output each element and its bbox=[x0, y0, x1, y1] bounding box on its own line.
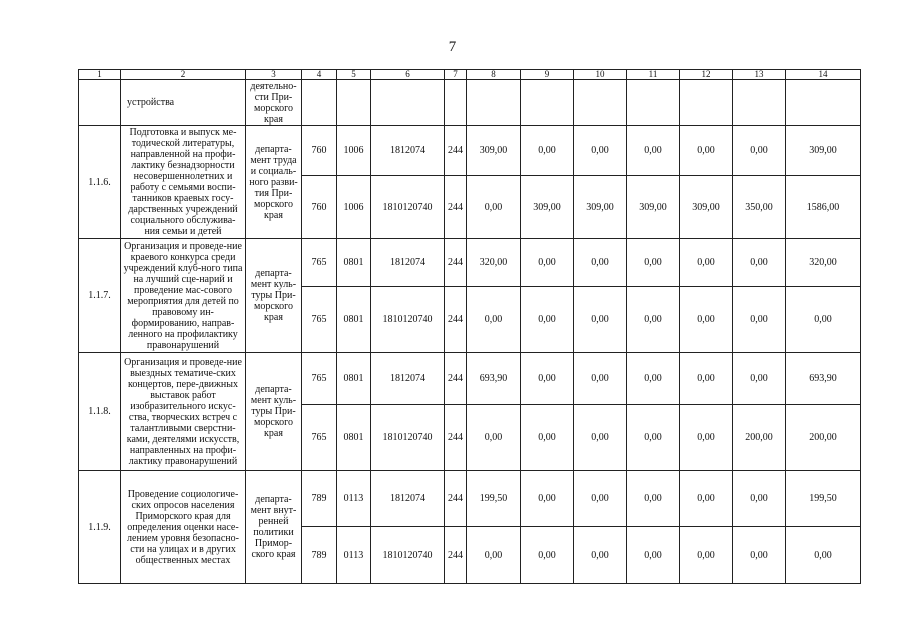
column-number: 12 bbox=[680, 70, 733, 80]
value-cell: 0,00 bbox=[574, 471, 627, 527]
item-executor: департа-мент труда и социаль-ного разви-тия При-морского края bbox=[246, 126, 302, 239]
column-number: 5 bbox=[337, 70, 371, 80]
item-executor: департа-мент куль-туры При-морского края bbox=[246, 239, 302, 353]
column-number: 7 bbox=[445, 70, 467, 80]
value-cell: 0,00 bbox=[627, 126, 680, 176]
value-cell: 0,00 bbox=[680, 471, 733, 527]
value-cell: 0,00 bbox=[733, 239, 786, 287]
continuation-executor: деятельно-сти При-морского края bbox=[246, 80, 302, 126]
total-cell: 309,00 bbox=[786, 126, 861, 176]
value-cell: 0,00 bbox=[521, 405, 574, 471]
value-cell: 0,00 bbox=[627, 527, 680, 584]
value-cell: 0,00 bbox=[521, 126, 574, 176]
value-cell: 0,00 bbox=[680, 287, 733, 353]
value-cell bbox=[467, 80, 521, 126]
column-number: 9 bbox=[521, 70, 574, 80]
value-cell: 0,00 bbox=[627, 239, 680, 287]
value-cell: 0,00 bbox=[521, 239, 574, 287]
value-cell bbox=[733, 80, 786, 126]
table-row bbox=[79, 126, 861, 176]
page-number: 7 bbox=[448, 39, 457, 55]
vr-cell: 244 bbox=[445, 405, 467, 471]
table-row bbox=[79, 471, 861, 527]
value-cell: 0,00 bbox=[733, 287, 786, 353]
value-cell: 0,00 bbox=[521, 353, 574, 405]
value-cell: 199,50 bbox=[467, 471, 521, 527]
rz-cell bbox=[337, 80, 371, 126]
item-number: 1.1.6. bbox=[79, 126, 121, 239]
total-cell: 693,90 bbox=[786, 353, 861, 405]
item-description: Организация и проведе-ние выездных тематиче-ских концертов, пере-движных выставок работ изобразительного искус-ства, творческих встреч с талантливыми сверстни-ками, деятелями искусств, направленных на профи-лактику правонарушений bbox=[121, 353, 246, 471]
rz-cell: 0801 bbox=[337, 405, 371, 471]
value-cell: 0,00 bbox=[521, 287, 574, 353]
value-cell: 0,00 bbox=[733, 527, 786, 584]
column-number: 1 bbox=[79, 70, 121, 80]
value-cell: 309,00 bbox=[521, 176, 574, 239]
csr-cell: 1812074 bbox=[371, 126, 445, 176]
column-number: 8 bbox=[467, 70, 521, 80]
total-cell: 0,00 bbox=[786, 527, 861, 584]
item-number: 1.1.9. bbox=[79, 471, 121, 584]
value-cell: 0,00 bbox=[574, 287, 627, 353]
value-cell: 0,00 bbox=[733, 353, 786, 405]
value-cell: 0,00 bbox=[733, 471, 786, 527]
value-cell: 0,00 bbox=[467, 287, 521, 353]
rz-cell: 0801 bbox=[337, 287, 371, 353]
vr-cell: 244 bbox=[445, 527, 467, 584]
value-cell: 693,90 bbox=[467, 353, 521, 405]
vr-cell: 244 bbox=[445, 287, 467, 353]
vr-cell: 244 bbox=[445, 239, 467, 287]
column-number: 4 bbox=[302, 70, 337, 80]
item-number-cell bbox=[79, 80, 121, 126]
vr-cell: 244 bbox=[445, 353, 467, 405]
value-cell: 0,00 bbox=[680, 527, 733, 584]
column-number: 10 bbox=[574, 70, 627, 80]
value-cell: 0,00 bbox=[627, 287, 680, 353]
total-cell: 200,00 bbox=[786, 405, 861, 471]
value-cell: 0,00 bbox=[574, 405, 627, 471]
budget-table bbox=[78, 69, 861, 584]
value-cell bbox=[627, 80, 680, 126]
value-cell: 309,00 bbox=[627, 176, 680, 239]
item-executor: департа-мент куль-туры При-морского края bbox=[246, 353, 302, 471]
grbs-cell: 760 bbox=[302, 176, 337, 239]
value-cell: 0,00 bbox=[627, 405, 680, 471]
rz-cell: 1006 bbox=[337, 126, 371, 176]
value-cell: 309,00 bbox=[680, 176, 733, 239]
value-cell bbox=[680, 80, 733, 126]
csr-cell: 1812074 bbox=[371, 239, 445, 287]
column-number: 3 bbox=[246, 70, 302, 80]
total-cell: 0,00 bbox=[786, 287, 861, 353]
column-number: 13 bbox=[733, 70, 786, 80]
grbs-cell bbox=[302, 80, 337, 126]
column-number: 2 bbox=[121, 70, 246, 80]
csr-cell: 1810120740 bbox=[371, 405, 445, 471]
value-cell: 0,00 bbox=[680, 405, 733, 471]
grbs-cell: 765 bbox=[302, 353, 337, 405]
total-cell: 1586,00 bbox=[786, 176, 861, 239]
value-cell: 0,00 bbox=[521, 471, 574, 527]
item-executor: департа-мент внут-ренней политики Примор-ского края bbox=[246, 471, 302, 584]
column-number: 6 bbox=[371, 70, 445, 80]
column-number-row bbox=[79, 70, 861, 80]
rz-cell: 0113 bbox=[337, 527, 371, 584]
csr-cell: 1812074 bbox=[371, 353, 445, 405]
rz-cell: 1006 bbox=[337, 176, 371, 239]
column-number: 14 bbox=[786, 70, 861, 80]
table-row bbox=[79, 239, 861, 287]
continuation-row bbox=[79, 80, 861, 126]
value-cell: 309,00 bbox=[467, 126, 521, 176]
grbs-cell: 789 bbox=[302, 471, 337, 527]
rz-cell: 0113 bbox=[337, 471, 371, 527]
column-number: 11 bbox=[627, 70, 680, 80]
grbs-cell: 760 bbox=[302, 126, 337, 176]
vr-cell: 244 bbox=[445, 126, 467, 176]
value-cell: 0,00 bbox=[627, 471, 680, 527]
value-cell: 320,00 bbox=[467, 239, 521, 287]
value-cell: 0,00 bbox=[680, 126, 733, 176]
value-cell: 0,00 bbox=[733, 126, 786, 176]
value-cell bbox=[574, 80, 627, 126]
continuation-description: устройства bbox=[121, 80, 246, 126]
rz-cell: 0801 bbox=[337, 353, 371, 405]
grbs-cell: 765 bbox=[302, 287, 337, 353]
vr-cell bbox=[445, 80, 467, 126]
table-row bbox=[79, 353, 861, 405]
vr-cell: 244 bbox=[445, 176, 467, 239]
value-cell: 350,00 bbox=[733, 176, 786, 239]
csr-cell: 1810120740 bbox=[371, 287, 445, 353]
total-cell: 320,00 bbox=[786, 239, 861, 287]
csr-cell bbox=[371, 80, 445, 126]
value-cell: 200,00 bbox=[733, 405, 786, 471]
value-cell: 0,00 bbox=[574, 239, 627, 287]
value-cell: 0,00 bbox=[467, 405, 521, 471]
value-cell: 0,00 bbox=[574, 353, 627, 405]
value-cell: 0,00 bbox=[574, 126, 627, 176]
vr-cell: 244 bbox=[445, 471, 467, 527]
value-cell: 0,00 bbox=[467, 176, 521, 239]
value-cell: 0,00 bbox=[627, 353, 680, 405]
item-number: 1.1.7. bbox=[79, 239, 121, 353]
value-cell: 0,00 bbox=[521, 527, 574, 584]
csr-cell: 1810120740 bbox=[371, 176, 445, 239]
value-cell bbox=[786, 80, 861, 126]
grbs-cell: 765 bbox=[302, 405, 337, 471]
item-description: Организация и проведе-ние краевого конкурса среди учреждений клуб-ного типа на лучший сце-нарий и проведение мас-сового мероприятия для детей по правовому ин-формированию, направ-ленного на профилактику правонарушений bbox=[121, 239, 246, 353]
total-cell: 199,50 bbox=[786, 471, 861, 527]
value-cell: 0,00 bbox=[467, 527, 521, 584]
value-cell bbox=[521, 80, 574, 126]
item-description: Проведение социологиче-ских опросов населения Приморского края для определения оценки насе-лением уровня безопасно-сти на улицах и в других общественных местах bbox=[121, 471, 246, 584]
value-cell: 309,00 bbox=[574, 176, 627, 239]
csr-cell: 1810120740 bbox=[371, 527, 445, 584]
value-cell: 0,00 bbox=[680, 353, 733, 405]
item-number: 1.1.8. bbox=[79, 353, 121, 471]
grbs-cell: 789 bbox=[302, 527, 337, 584]
value-cell: 0,00 bbox=[680, 239, 733, 287]
rz-cell: 0801 bbox=[337, 239, 371, 287]
grbs-cell: 765 bbox=[302, 239, 337, 287]
item-description: Подготовка и выпуск ме-тодической литературы, направленной на профи-лактику безнадзорности несовершеннолетних и работу с семьями воспи-танников краевых госу-дарственных учреждений социального обслужива-ния семьи и детей bbox=[121, 126, 246, 239]
value-cell: 0,00 bbox=[574, 527, 627, 584]
csr-cell: 1812074 bbox=[371, 471, 445, 527]
